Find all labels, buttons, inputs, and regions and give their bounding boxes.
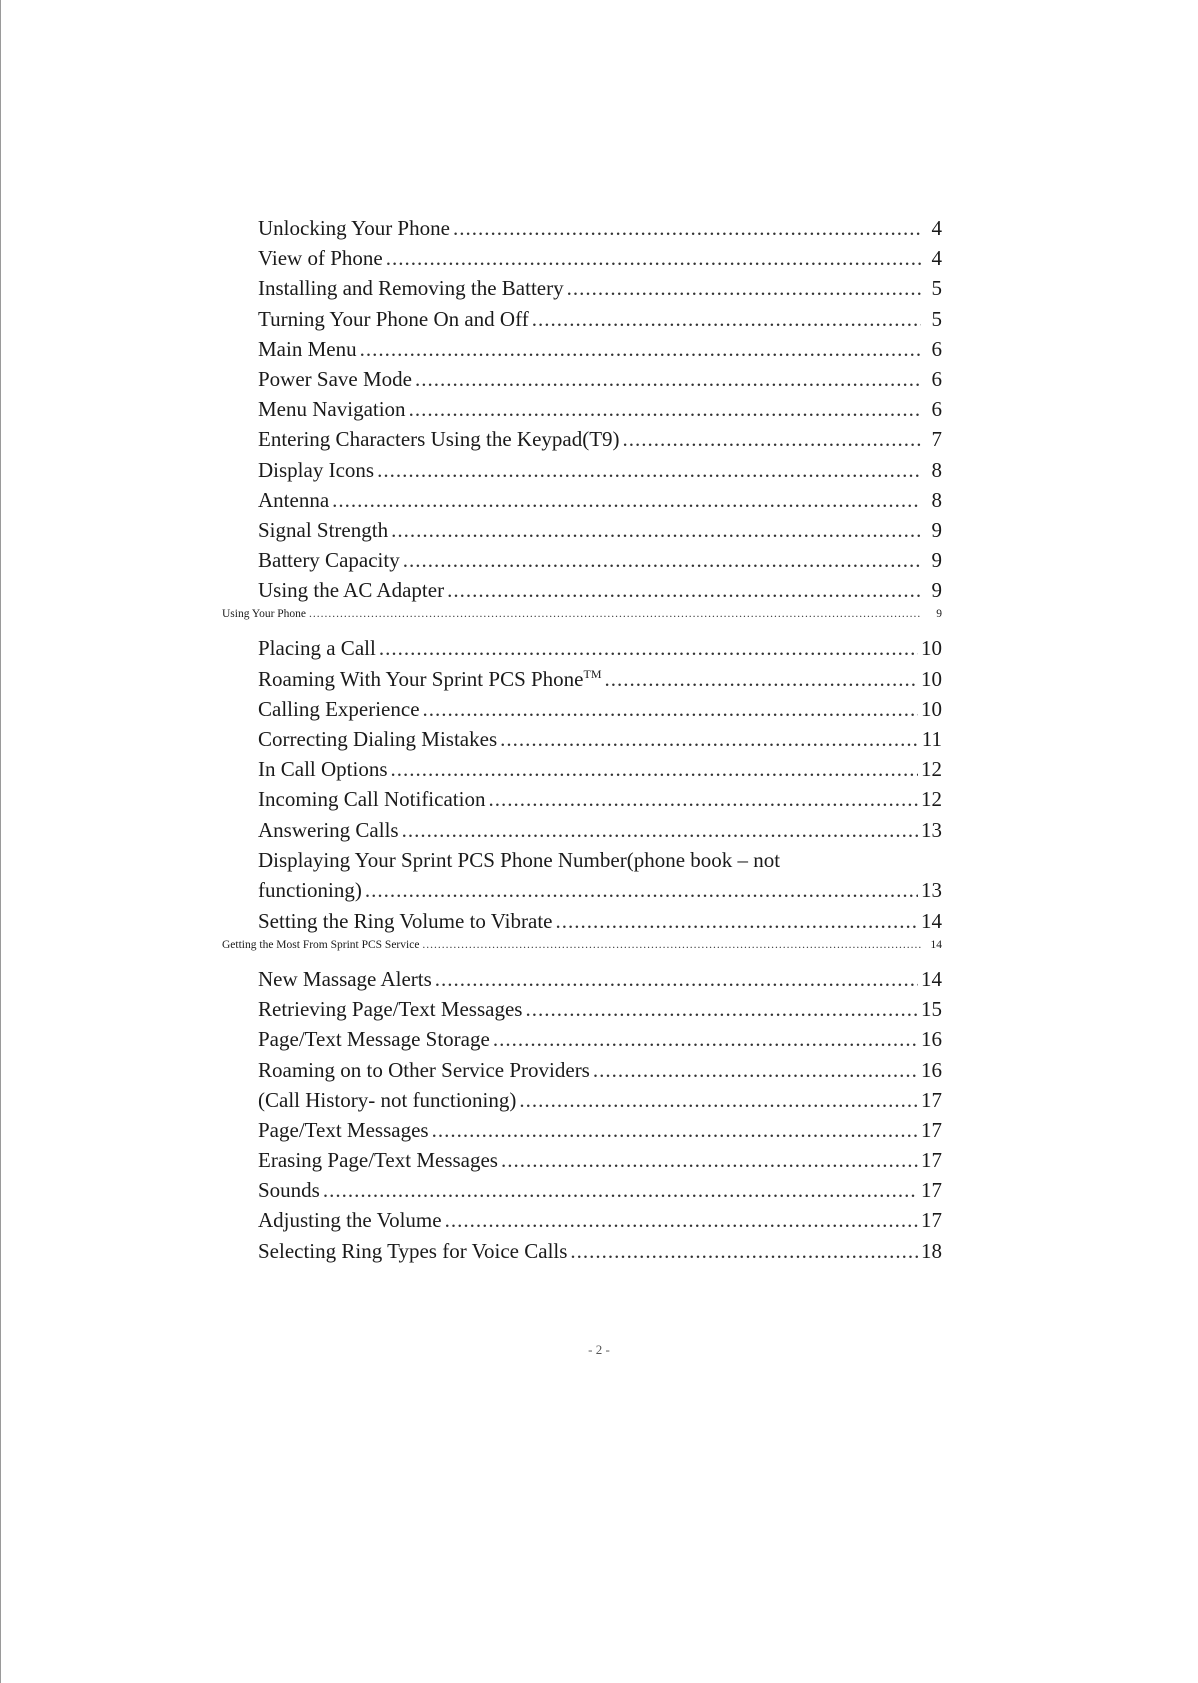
toc-entry[interactable] <box>222 1178 942 1208</box>
toc-entry-title-text: Using Your Phone <box>222 608 307 621</box>
toc-entry[interactable] <box>222 1239 942 1269</box>
toc-entry[interactable] <box>222 667 942 697</box>
dot-leader <box>500 727 919 752</box>
dot-leader <box>391 518 921 543</box>
toc-entry[interactable] <box>222 1118 942 1148</box>
toc-entry[interactable] <box>222 1148 942 1178</box>
toc-entry-title-text: Getting the Most From Sprint PCS Service <box>222 938 420 951</box>
dot-leader <box>332 488 921 513</box>
toc-entry-title <box>258 276 564 301</box>
toc-entry-title-text: Page/Text Message Storage <box>258 1027 490 1052</box>
toc-page-number: 10 <box>921 636 942 661</box>
toc-entry[interactable] <box>222 458 942 488</box>
toc-section-entry[interactable] <box>222 608 942 636</box>
toc-page-number: 17 <box>921 1117 942 1142</box>
toc-entry-title-text: Roaming on to Other Service Providers <box>258 1057 590 1082</box>
toc-entry-title <box>222 608 306 620</box>
toc-entry-title <box>258 216 450 241</box>
dot-leader <box>501 1148 918 1173</box>
toc-entry-title <box>258 1058 590 1083</box>
toc-entry-title-text: Setting the Ring Volume to Vibrate <box>258 908 553 933</box>
toc-entry-title <box>222 939 419 951</box>
toc-entry-title <box>258 578 444 603</box>
toc-entry-title <box>258 307 529 332</box>
toc-entry[interactable] <box>222 1208 942 1238</box>
toc-page-number: 8 <box>931 457 942 482</box>
toc-entry-title <box>258 1118 429 1143</box>
dot-leader <box>377 458 921 483</box>
dot-leader <box>379 636 918 661</box>
toc-entry[interactable] <box>222 636 942 666</box>
toc-entry-title-text: Adjusting the Volume <box>258 1208 442 1233</box>
toc-entry-title-text: Retrieving Page/Text Messages <box>258 997 523 1022</box>
toc-entry[interactable] <box>222 909 942 939</box>
toc-page-number: 17 <box>921 1178 942 1203</box>
toc-entry-title <box>258 1239 567 1264</box>
toc-page-number: 9 <box>936 608 942 621</box>
toc-entry-title <box>258 967 432 992</box>
toc-entry-title <box>258 757 388 782</box>
dot-leader <box>402 818 918 843</box>
dot-leader <box>423 697 918 722</box>
toc-entry-title <box>258 1027 490 1052</box>
toc-page-number: 15 <box>921 997 942 1022</box>
dot-leader <box>415 367 921 392</box>
toc-entry-title <box>258 518 388 543</box>
dot-leader <box>453 216 921 241</box>
toc-entry-title-text: Roaming With Your Sprint PCS Phone <box>258 666 584 691</box>
toc-entry[interactable] <box>222 578 942 608</box>
dot-leader <box>435 967 918 992</box>
toc-entry-title-text: In Call Options <box>258 757 388 782</box>
toc-page-number: 5 <box>931 306 942 331</box>
toc-entry[interactable] <box>222 397 942 427</box>
table-of-contents <box>222 216 942 1269</box>
dot-leader <box>309 608 921 620</box>
toc-entry-title <box>258 397 406 422</box>
toc-entry[interactable] <box>222 1058 942 1088</box>
toc-page-number: 9 <box>931 578 942 603</box>
toc-entry-title <box>258 787 485 812</box>
toc-page-number: 6 <box>931 366 942 391</box>
dot-leader <box>445 1208 918 1233</box>
toc-page-number: 11 <box>921 727 942 751</box>
toc-page-number: 9 <box>931 548 942 573</box>
toc-entry[interactable] <box>222 818 942 848</box>
toc-page-number: 4 <box>931 246 942 271</box>
toc-entry-title <box>258 548 400 573</box>
toc-entry[interactable] <box>222 246 942 276</box>
toc-entry[interactable] <box>222 216 942 246</box>
toc-page-number: 6 <box>931 397 942 422</box>
toc-page-number: 12 <box>921 787 942 812</box>
toc-entry[interactable] <box>222 787 942 817</box>
toc-page-number: 4 <box>931 216 942 240</box>
toc-entry-title-text: Main Menu <box>258 336 357 361</box>
toc-entry-title-text: Entering Characters Using the Keypad(T9) <box>258 427 620 452</box>
page-left-edge <box>0 0 1 1683</box>
toc-entry[interactable] <box>222 878 942 909</box>
toc-entry-title-text: Calling Experience <box>258 696 420 721</box>
dot-leader <box>525 997 918 1022</box>
toc-entry[interactable] <box>222 757 942 787</box>
toc-entry-title-text: Signal Strength <box>258 517 389 542</box>
toc-entry[interactable] <box>222 307 942 337</box>
toc-entry-title-text: Incoming Call Notification <box>258 787 486 812</box>
toc-page-number: 14 <box>921 908 942 933</box>
toc-entry-title: functioning) <box>258 877 362 902</box>
dot-leader <box>555 909 918 934</box>
toc-page-number: 9 <box>931 517 942 542</box>
toc-page-number: 16 <box>921 1057 942 1082</box>
toc-entry-title-text: Selecting Ring Types for Voice Calls <box>258 1238 568 1263</box>
toc-entry-title-text: Erasing Page/Text Messages <box>258 1148 498 1173</box>
toc-entry-title-text: New Massage Alerts <box>258 966 432 991</box>
toc-entry-title <box>258 1088 516 1113</box>
toc-entry-title-text: Answering Calls <box>258 817 399 842</box>
dot-leader <box>570 1239 918 1264</box>
toc-entry[interactable] <box>222 548 942 578</box>
toc-entry-title-text: Placing a Call <box>258 636 376 661</box>
toc-entry-title-text: Sounds <box>258 1178 320 1203</box>
toc-entry-title <box>258 1178 320 1203</box>
toc-page-number: 10 <box>921 696 942 721</box>
toc-entry[interactable] <box>222 1088 942 1118</box>
toc-entry[interactable] <box>222 727 942 757</box>
toc-entry[interactable] <box>222 967 942 997</box>
toc-entry-title <box>258 337 357 362</box>
toc-entry-title <box>258 1208 442 1233</box>
dot-leader <box>605 667 919 692</box>
toc-entry[interactable] <box>222 997 942 1027</box>
toc-page-number: 17 <box>921 1208 942 1233</box>
toc-entry-title-text: Antenna <box>258 487 330 512</box>
toc-page-number: 10 <box>921 666 942 691</box>
toc-page-number: 17 <box>921 1148 942 1173</box>
toc-entry-title-text: Page/Text Messages <box>258 1117 429 1142</box>
toc-entry-title <box>258 636 376 661</box>
toc-entry-title <box>258 458 374 483</box>
toc-entry-title-text: Display Icons <box>258 457 375 482</box>
dot-leader <box>391 757 919 782</box>
dot-leader <box>386 246 921 271</box>
toc-entry-title-line: Displaying Your Sprint PCS Phone Number(phone book – not <box>258 847 781 872</box>
dot-leader <box>532 307 921 332</box>
toc-page-number: 14 <box>930 938 942 951</box>
toc-entry[interactable] <box>222 276 942 306</box>
toc-entry-title <box>258 427 620 452</box>
toc-page-number: 13 <box>921 817 942 842</box>
page-number: - 2 - <box>588 1342 610 1357</box>
dot-leader <box>567 276 921 301</box>
toc-page-number: 17 <box>921 1087 942 1112</box>
toc-entry-title <box>258 909 552 934</box>
dot-leader <box>488 787 918 812</box>
toc-entry-title <box>258 1148 498 1173</box>
toc-page-number: 12 <box>921 757 942 782</box>
toc-page-number: 5 <box>931 276 942 301</box>
toc-page-number: 8 <box>931 487 942 512</box>
trademark-superscript: TM <box>583 666 602 681</box>
toc-section-entry[interactable] <box>222 939 942 967</box>
toc-page-number: 16 <box>921 1027 942 1052</box>
dot-leader <box>447 578 921 603</box>
dot-leader <box>623 427 921 452</box>
toc-entry-title <box>258 818 399 843</box>
toc-entry[interactable] <box>222 697 942 727</box>
toc-entry-title-text: (Call History- not functioning) <box>258 1087 517 1112</box>
toc-entry[interactable] <box>222 518 942 548</box>
toc-entry[interactable] <box>222 1027 942 1057</box>
toc-entry[interactable] <box>222 337 942 367</box>
toc-entry[interactable] <box>222 427 942 457</box>
toc-entry-title <box>258 727 497 752</box>
toc-entry-title-text: Installing and Removing the Battery <box>258 276 564 301</box>
toc-entry-title-text: View of Phone <box>258 246 383 271</box>
toc-page-number: 13 <box>921 877 942 902</box>
dot-leader <box>432 1118 918 1143</box>
toc-entry-title <box>258 697 420 722</box>
toc-entry[interactable] <box>222 367 942 397</box>
toc-entry[interactable] <box>222 488 942 518</box>
dot-leader <box>519 1088 918 1113</box>
toc-entry-title-text: Turning Your Phone On and Off <box>258 306 529 331</box>
toc-entry-title-text: Menu Navigation <box>258 397 406 422</box>
toc-page-number: 7 <box>931 427 942 452</box>
dot-leader <box>360 337 921 362</box>
dot-leader <box>403 548 921 573</box>
toc-page-number: 18 <box>921 1238 942 1263</box>
dot-leader <box>493 1027 918 1052</box>
dot-leader <box>422 939 921 951</box>
toc-entry-title <box>258 367 412 392</box>
toc-entry-title-text: Unlocking Your Phone <box>258 216 450 240</box>
toc-entry-title <box>258 997 522 1022</box>
toc-entry-title <box>258 667 602 692</box>
dot-leader <box>323 1178 918 1203</box>
toc-page-number: 14 <box>921 966 942 991</box>
toc-entry-title-text: Correcting Dialing Mistakes <box>258 727 498 751</box>
toc-entry-title <box>258 488 329 513</box>
toc-entry-title <box>258 246 383 271</box>
dot-leader <box>593 1058 918 1083</box>
dot-leader <box>365 878 918 903</box>
toc-entry-title-text: Battery Capacity <box>258 548 400 573</box>
toc-entry-title-text: Power Save Mode <box>258 366 412 391</box>
dot-leader <box>409 397 921 422</box>
toc-page-number: 6 <box>931 336 942 361</box>
toc-entry-title-text: Using the AC Adapter <box>258 578 445 603</box>
